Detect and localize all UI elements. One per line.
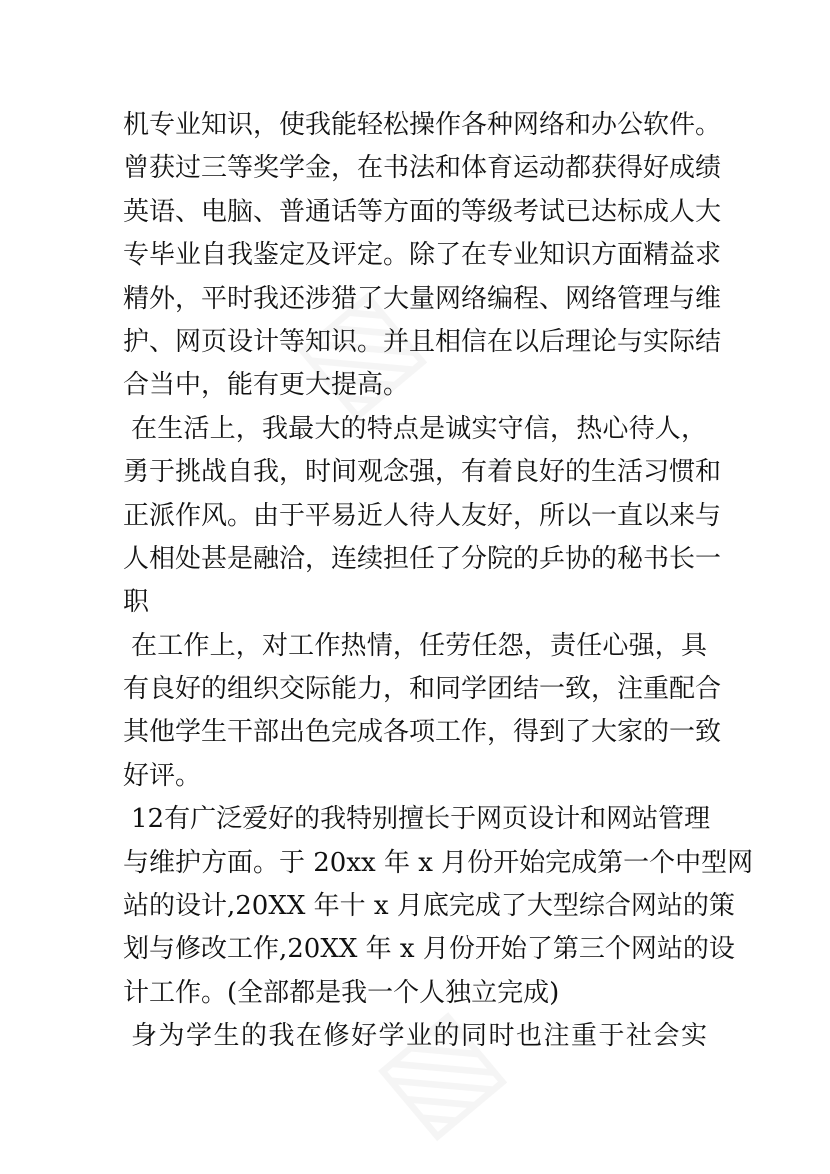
text-line: 合当中，能有更大提高。 [123, 370, 410, 401]
text-line: 其他学生干部出色完成各项工作，得到了大家的一致 [123, 717, 722, 748]
text-line: 人相处甚是融洽，连续担任了分院的乒协的秘书长一 [123, 543, 722, 574]
document-body [123, 104, 754, 1059]
text-line: 曾获过三等奖学金，在书法和体育运动都获得好成绩 [123, 153, 722, 184]
text-line: 计工作。(全部都是我一个人独立完成) [123, 977, 560, 1008]
text-line: 英语、电脑、普通话等方面的等级考试已达标成人大 [123, 196, 722, 227]
text-line: 正派作风。由于平易近人待人友好，所以一直以来与 [123, 500, 722, 531]
text-line: 职 [123, 587, 150, 618]
text-line: 12有广泛爱好的我特别擅长于网页设计和网站管理 [131, 804, 711, 835]
text-line: 勇于挑战自我，时间观念强，有着良好的生活习惯和 [123, 457, 722, 488]
text-line: 专毕业自我鉴定及评定。除了在专业知识方面精益求 [123, 240, 722, 271]
text-line: 有良好的组织交际能力，和同学团结一致，注重配合 [123, 674, 722, 705]
text-line: 划与修改工作,20XX 年 x 月份开始了第三个网站的设 [123, 934, 735, 965]
text-line: 在生活上，我最大的特点是诚实守信，热心待人， [131, 413, 707, 444]
text-line: 护、网页设计等知识。并且相信在以后理论与实际结 [123, 326, 722, 357]
text-line: 在工作上，对工作热情，任劳任怨，责任心强，具 [131, 630, 707, 661]
text-line: 身为学生的我在修好学业的同时也注重于社会实 [131, 1021, 707, 1052]
text-line: 与维护方面。于 20xx 年 x 月份开始完成第一个中型网 [123, 847, 754, 878]
text-line: 精外，平时我还涉猎了大量网络编程、网络管理与维 [123, 283, 722, 314]
text-line: 站的设计,20XX 年十 x 月底完成了大型综合网站的策 [123, 891, 735, 922]
text-line: 好评。 [123, 760, 202, 791]
text-line: 机专业知识，使我能轻松操作各种网络和办公软件。 [123, 110, 722, 140]
